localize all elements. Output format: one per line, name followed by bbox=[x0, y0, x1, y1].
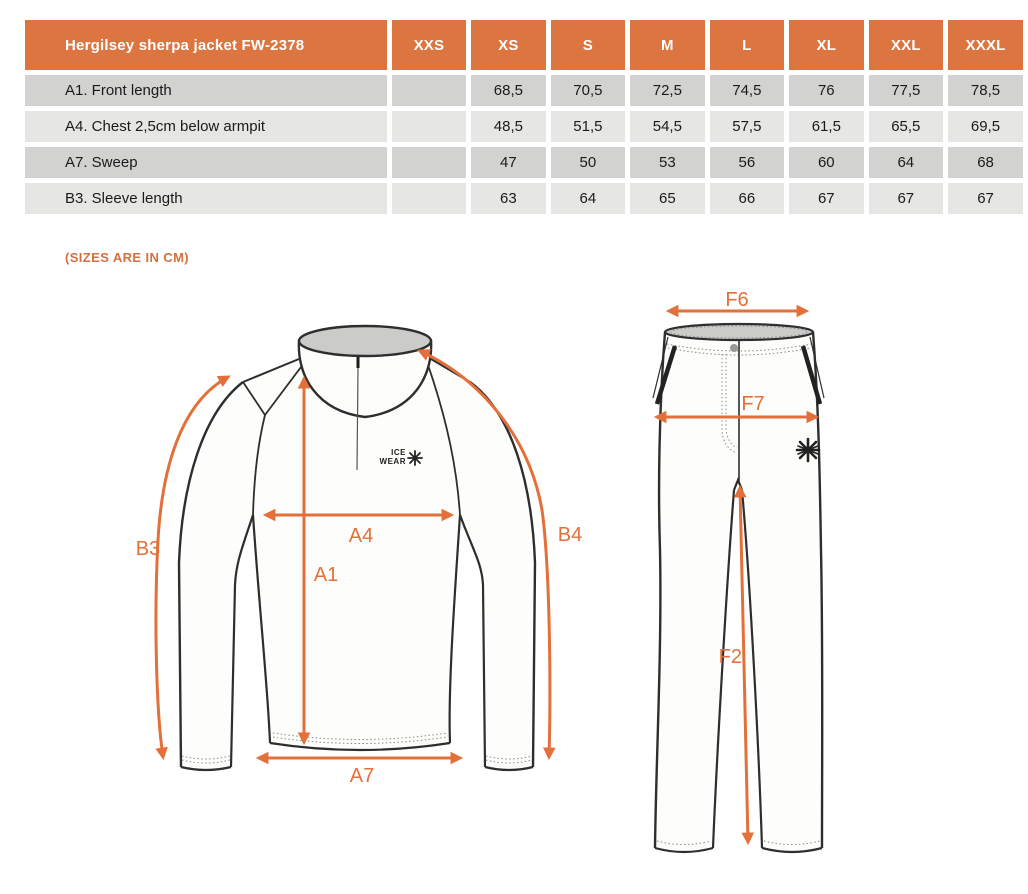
logo-text-ice: ICE bbox=[391, 448, 406, 457]
cell bbox=[392, 75, 467, 106]
size-header-xl: XL bbox=[789, 20, 863, 70]
cell: 76 bbox=[789, 75, 863, 106]
row-label: A1. Front length bbox=[25, 75, 387, 106]
cell bbox=[392, 183, 467, 214]
a7-label: A7 bbox=[349, 765, 375, 787]
cell: 68,5 bbox=[471, 75, 545, 106]
cell: 67 bbox=[948, 183, 1023, 214]
cell: 53 bbox=[630, 147, 704, 178]
a4-label: A4 bbox=[348, 525, 374, 547]
size-header-s: S bbox=[551, 20, 625, 70]
cell: 72,5 bbox=[630, 75, 704, 106]
cell: 54,5 bbox=[630, 111, 704, 142]
cell: 65,5 bbox=[869, 111, 944, 142]
size-header-xxs: XXS bbox=[392, 20, 467, 70]
cell: 67 bbox=[789, 183, 863, 214]
row-label: A7. Sweep bbox=[25, 147, 387, 178]
table-row bbox=[25, 111, 1023, 142]
cell: 78,5 bbox=[948, 75, 1023, 106]
cell: 66 bbox=[710, 183, 784, 214]
snowflake-icon bbox=[797, 439, 819, 461]
row-label: A4. Chest 2,5cm below armpit bbox=[25, 111, 387, 142]
cell bbox=[392, 111, 467, 142]
f7-label: F7 bbox=[741, 393, 765, 415]
cell bbox=[392, 147, 467, 178]
row-label: B3. Sleeve length bbox=[25, 183, 387, 214]
cell: 61,5 bbox=[789, 111, 863, 142]
a1-label: A1 bbox=[313, 564, 339, 586]
cell: 63 bbox=[471, 183, 545, 214]
b3-label: B3 bbox=[135, 538, 161, 560]
jacket-diagram bbox=[118, 305, 604, 805]
logo-text-wear: WEAR bbox=[379, 457, 406, 466]
size-header-xxxl: XXXL bbox=[948, 20, 1023, 70]
cell: 69,5 bbox=[948, 111, 1023, 142]
cell: 51,5 bbox=[551, 111, 625, 142]
units-note: (SIZES ARE IN CM) bbox=[65, 250, 190, 265]
size-header-xs: XS bbox=[471, 20, 545, 70]
cell: 64 bbox=[551, 183, 625, 214]
size-header-l: L bbox=[710, 20, 784, 70]
cell: 60 bbox=[789, 147, 863, 178]
f2-label: F2 bbox=[718, 646, 742, 668]
cell: 50 bbox=[551, 147, 625, 178]
waist-button bbox=[730, 344, 738, 352]
cell: 68 bbox=[948, 147, 1023, 178]
table-row bbox=[25, 147, 1023, 178]
b4-label: B4 bbox=[557, 524, 583, 546]
snowflake-icon bbox=[408, 451, 422, 465]
cell: 65 bbox=[630, 183, 704, 214]
table-row bbox=[25, 75, 1023, 106]
cell: 77,5 bbox=[869, 75, 944, 106]
size-header-m: M bbox=[630, 20, 704, 70]
size-header-xxl: XXL bbox=[869, 20, 944, 70]
cell: 67 bbox=[869, 183, 944, 214]
pants-diagram bbox=[630, 290, 875, 890]
cell: 57,5 bbox=[710, 111, 784, 142]
cell: 74,5 bbox=[710, 75, 784, 106]
table-title: Hergilsey sherpa jacket FW-2378 bbox=[25, 20, 387, 70]
size-table bbox=[20, 15, 1028, 219]
f6-label: F6 bbox=[725, 290, 749, 311]
pants-drawing bbox=[630, 290, 875, 890]
size-table-header-row bbox=[25, 20, 1023, 70]
jacket-drawing bbox=[118, 305, 604, 805]
cell: 48,5 bbox=[471, 111, 545, 142]
cell: 56 bbox=[710, 147, 784, 178]
cell: 47 bbox=[471, 147, 545, 178]
cell: 70,5 bbox=[551, 75, 625, 106]
table-row bbox=[25, 183, 1023, 214]
cell: 64 bbox=[869, 147, 944, 178]
